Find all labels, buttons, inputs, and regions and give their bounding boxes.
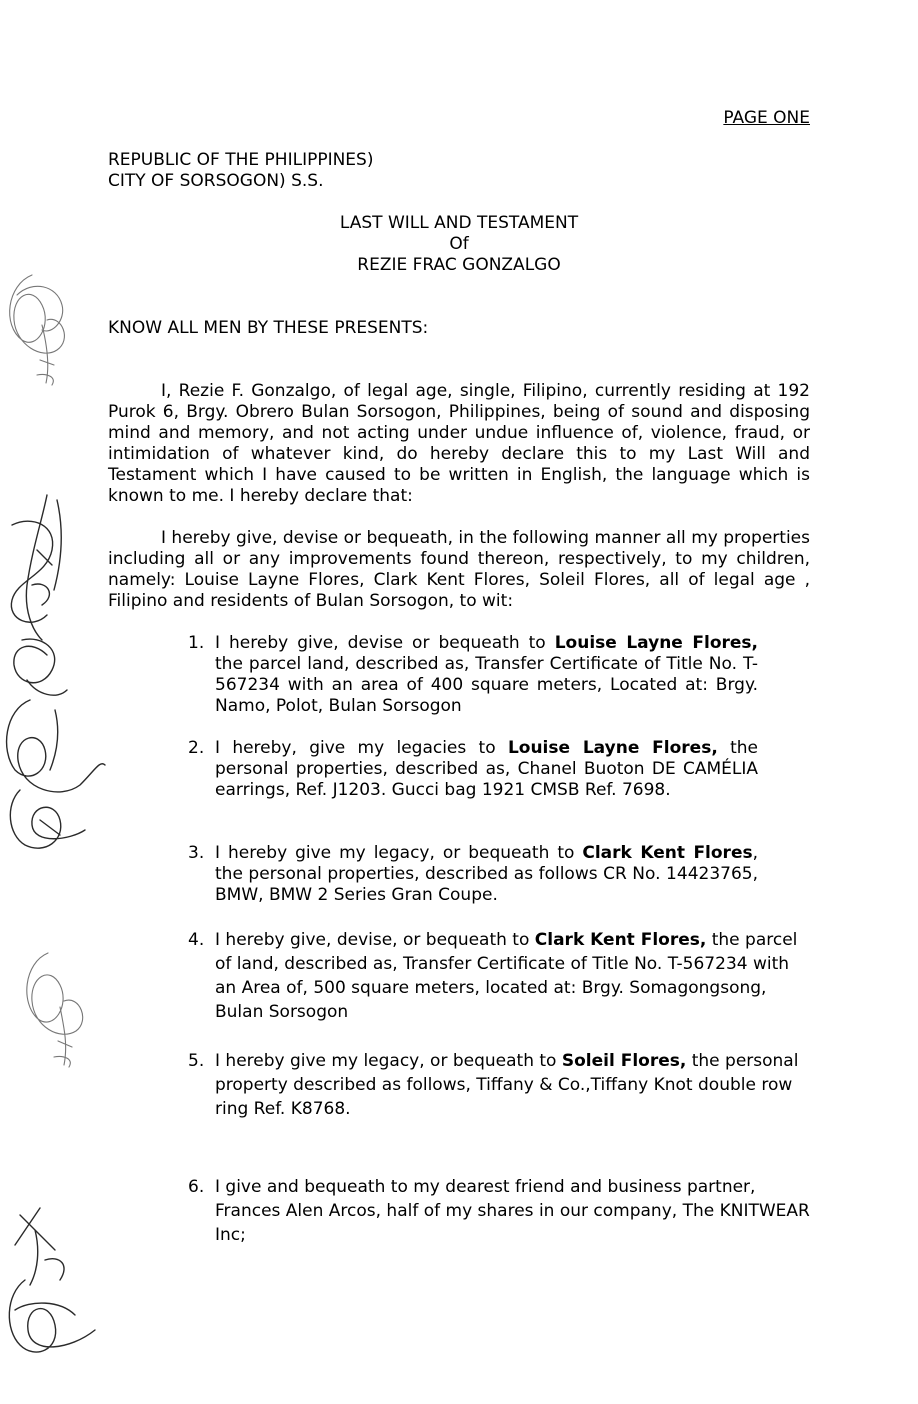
list-text: I hereby give my legacy, or bequeath to Soleil Flores, the personal property described as follows, Tiffany & Co.,Tiffany Knot double row ring Ref. K8768. bbox=[215, 1051, 799, 1119]
title-line-3: REZIE FRAC GONZALGO bbox=[357, 255, 561, 275]
signature bbox=[18, 945, 98, 1075]
list-text: I hereby give, devise or bequeath to Louise Layne Flores, the parcel land, described as, Transfer Certificate of Title No. T-567234 with an area of 400 square meters, Located at: Brgy. Namo, Polot, Bulan Sorsogon bbox=[215, 633, 758, 716]
beneficiary-name: Clark Kent Flores bbox=[582, 843, 753, 863]
caption-line-2: CITY OF SORSOGON) S.S. bbox=[108, 171, 324, 191]
list-number: 5. bbox=[188, 1051, 205, 1071]
signature bbox=[0, 1200, 110, 1370]
list-text: I hereby give my legacy, or bequeath to Clark Kent Flores, the personal properties, described as follows CR No. 14423765, BMW, BMW 2 Series Gran Coupe. bbox=[215, 843, 758, 905]
title-line-1: LAST WILL AND TESTAMENT bbox=[339, 213, 579, 233]
beneficiary-name: Soleil Flores, bbox=[561, 1051, 687, 1071]
list-number: 4. bbox=[188, 930, 205, 950]
list-text: I give and bequeath to my dearest friend and business partner, Frances Alen Arcos, half of my shares in our company, The KNITWEAR Inc; bbox=[215, 1177, 810, 1245]
page-label: PAGE ONE bbox=[723, 108, 810, 128]
caption bbox=[108, 150, 373, 192]
list-text: I hereby, give my legacies to Louise Layne Flores, the personal properties, described as, Chanel Buoton DE CAMÉLIA earrings, Ref. J1203. Gucci bag 1921 CMSB Ref. 7698. bbox=[215, 738, 758, 800]
signature bbox=[2, 490, 82, 720]
list-number: 1. bbox=[188, 633, 205, 653]
caption-line-1: REPUBLIC OF THE PHILIPPINES) bbox=[108, 150, 374, 170]
document-title bbox=[108, 213, 810, 276]
list-number: 2. bbox=[188, 738, 205, 758]
signature bbox=[0, 690, 110, 860]
paragraph-bequest-intro: I hereby give, devise or bequeath, in the following manner all my properties including all or any improvements found thereon, respectively, to my children, namely: Louise Layne Flores, Clark Kent Flores, Soleil Flores, all of legal age , Filipino and residents of Bulan Sorsogon, to wit: bbox=[108, 528, 810, 611]
signature bbox=[2, 265, 82, 395]
list-number: 3. bbox=[188, 843, 205, 863]
list-number: 6. bbox=[188, 1177, 205, 1197]
paragraph-declaration: I, Rezie F. Gonzalgo, of legal age, single, Filipino, currently residing at 192 Purok 6, Brgy. Obrero Bulan Sorsogon, Philippines, being of sound and disposing mind and memory, and not acting under undue influence of, violence, fraud, or intimidation of whatever kind, do hereby declare this to my Last Will and Testament which I have caused to be written in English, the language which is known to me. I hereby declare that: bbox=[108, 381, 810, 506]
beneficiary-name: Louise Layne Flores, bbox=[554, 633, 758, 653]
beneficiary-name: Clark Kent Flores, bbox=[534, 930, 707, 950]
title-line-2: Of bbox=[449, 234, 469, 254]
list-text: I hereby give, devise, or bequeath to Clark Kent Flores, the parcel of land, described as, Transfer Certificate of Title No. T-567234 with an Area of, 500 square meters, located at: Brgy. Somagongsong, Bulan Sorsogon bbox=[215, 930, 798, 1022]
beneficiary-name: Louise Layne Flores, bbox=[507, 738, 718, 758]
greeting: KNOW ALL MEN BY THESE PRESENTS: bbox=[108, 318, 429, 338]
